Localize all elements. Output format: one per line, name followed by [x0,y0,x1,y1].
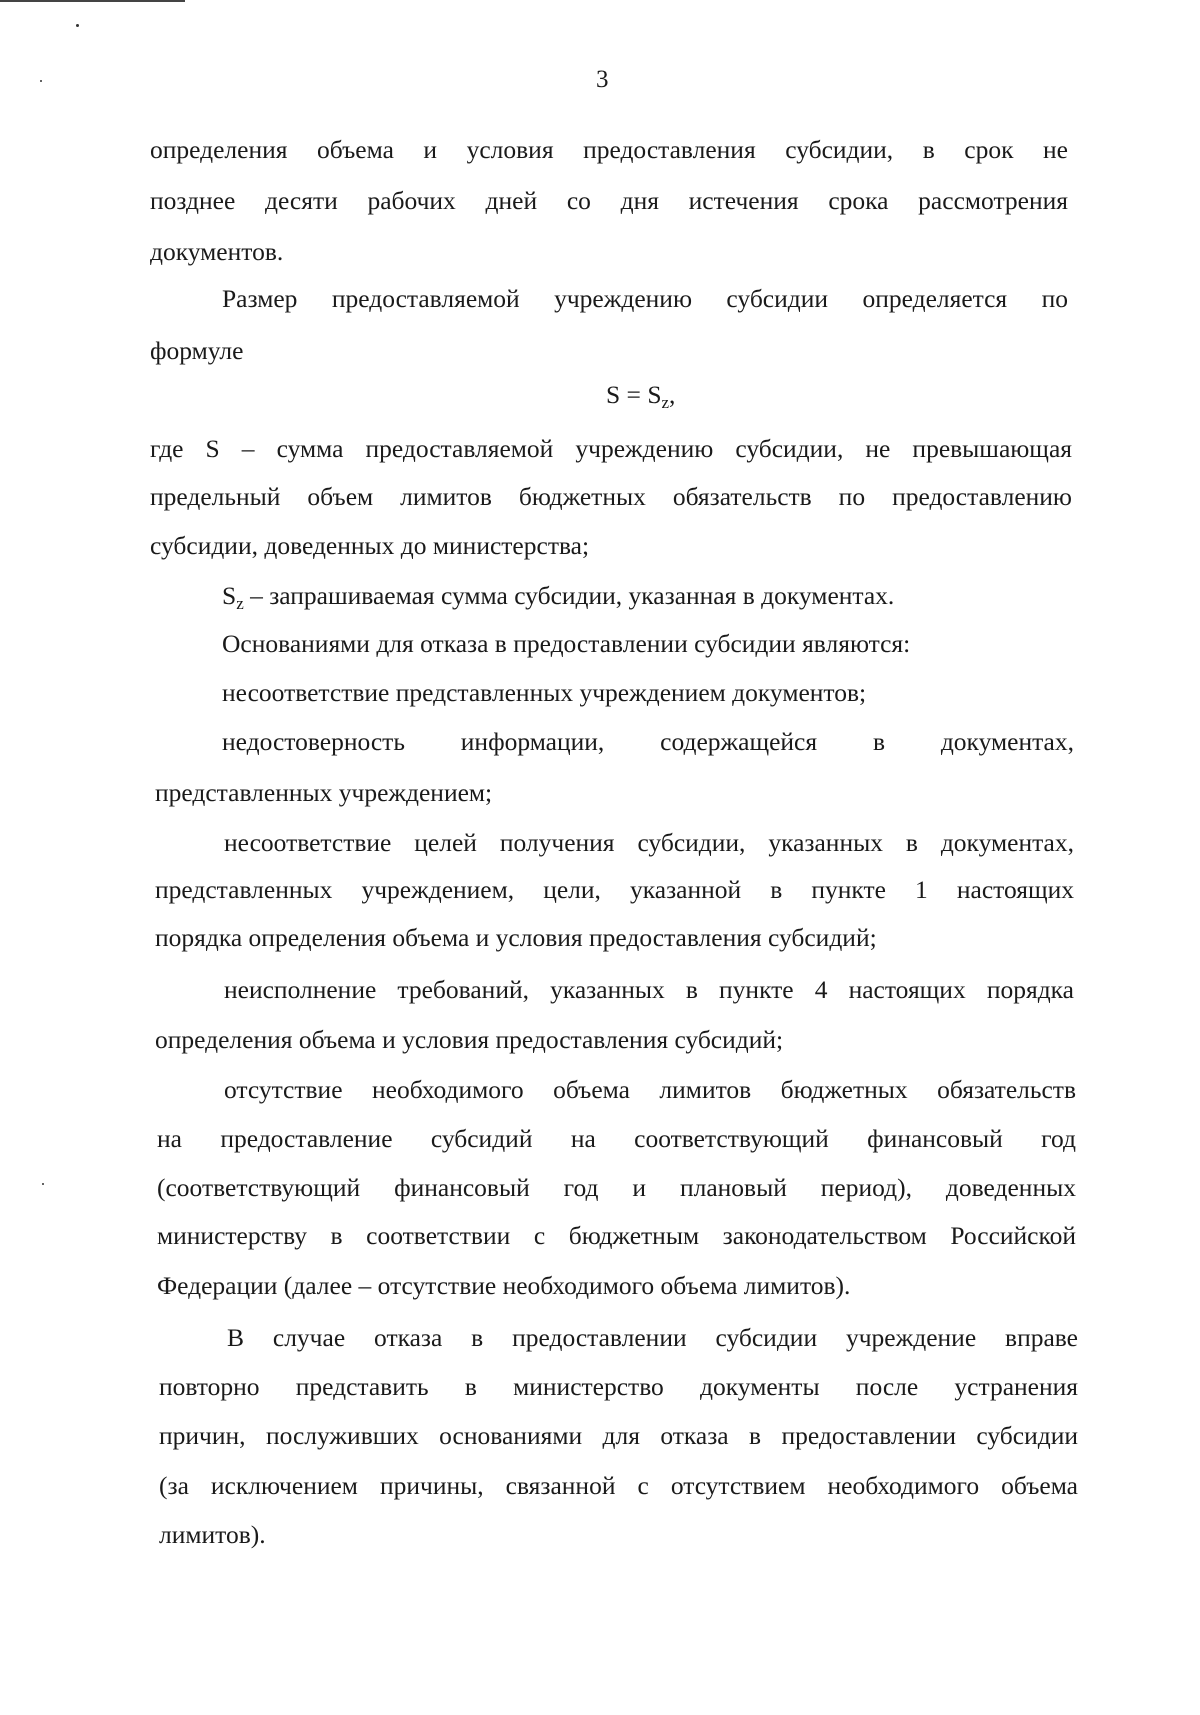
scan-edge-rule [0,0,185,2]
paragraph-4-subscript: z [236,594,244,613]
formula-subscript: z [661,393,670,412]
paragraph-11-line-4: (за исключением причины, связанной с отсутствием необходимого объема [159,1471,1078,1500]
paragraph-11-line-5: лимитов). [159,1520,266,1549]
paragraph-10-line-3: (соответствующий финансовый год и плановый период), доведенных [157,1173,1076,1202]
formula-tail: , [669,380,676,409]
paragraph-8-line-2: представленных учреждением, цели, указанной в пункте 1 настоящих [155,875,1074,904]
paragraph-3-line-3: субсидии, доведенных до министерства; [150,531,590,560]
paragraph-10-line-1: отсутствие необходимого объема лимитов бюджетных обязательств [224,1075,1076,1104]
paragraph-1-line-3: документов. [150,237,284,266]
paragraph-9-line-1: неисполнение требований, указанных в пункте 4 настоящих порядка [224,975,1074,1004]
formula-left: S = S [606,380,662,409]
paragraph-10-line-2: на предоставление субсидий на соответствующий финансовый год [157,1124,1076,1153]
paragraph-7-line-2: представленных учреждением; [155,778,493,807]
scan-speck [42,1183,44,1185]
paragraph-11-line-2: повторно представить в министерство документы после устранения [159,1372,1078,1401]
paragraph-4 [222,580,894,620]
paragraph-3-line-2: предельный объем лимитов бюджетных обязательств по предоставлению [150,482,1072,511]
paragraph-1-line-2: позднее десяти рабочих дней со дня истечения срока рассмотрения [150,186,1068,215]
paragraph-4-text: – запрашиваемая сумма субсидии, указанная в документах. [243,581,895,610]
paragraph-6: несоответствие представленных учреждением документов; [222,678,867,707]
paragraph-5: Основаниями для отказа в предоставлении субсидии являются: [222,629,911,658]
paragraph-4-symbol: S [222,581,237,610]
paragraph-11-line-3: причин, послуживших основаниями для отказа в предоставлении субсидии [159,1421,1078,1450]
formula [606,379,675,419]
paragraph-11-line-1: В случае отказа в предоставлении субсидии учреждение вправе [227,1323,1078,1352]
paragraph-10-line-4: министерству в соответствии с бюджетным законодательством Российской [157,1221,1076,1250]
paragraph-7-line-1: недостоверность информации, содержащейся в документах, [222,727,1074,756]
paragraph-8-line-3: порядка определения объема и условия предоставления субсидий; [155,923,877,952]
scan-speck [40,80,42,82]
paragraph-3-line-1: где S – сумма предоставляемой учреждению субсидии, не превышающая [150,434,1072,463]
page-number: 3 [596,66,609,93]
paragraph-2-line-1: Размер предоставляемой учреждению субсидии определяется по [222,284,1068,313]
paragraph-1-line-1: определения объема и условия предоставления субсидии, в срок не [150,135,1068,164]
paragraph-8-line-1: несоответствие целей получения субсидии, указанных в документах, [224,828,1074,857]
scan-speck [76,24,79,27]
paragraph-2-line-2: формуле [150,336,244,365]
paragraph-10-line-5: Федерации (далее – отсутствие необходимого объема лимитов). [157,1271,851,1300]
paragraph-9-line-2: определения объема и условия предоставления субсидий; [155,1025,784,1054]
